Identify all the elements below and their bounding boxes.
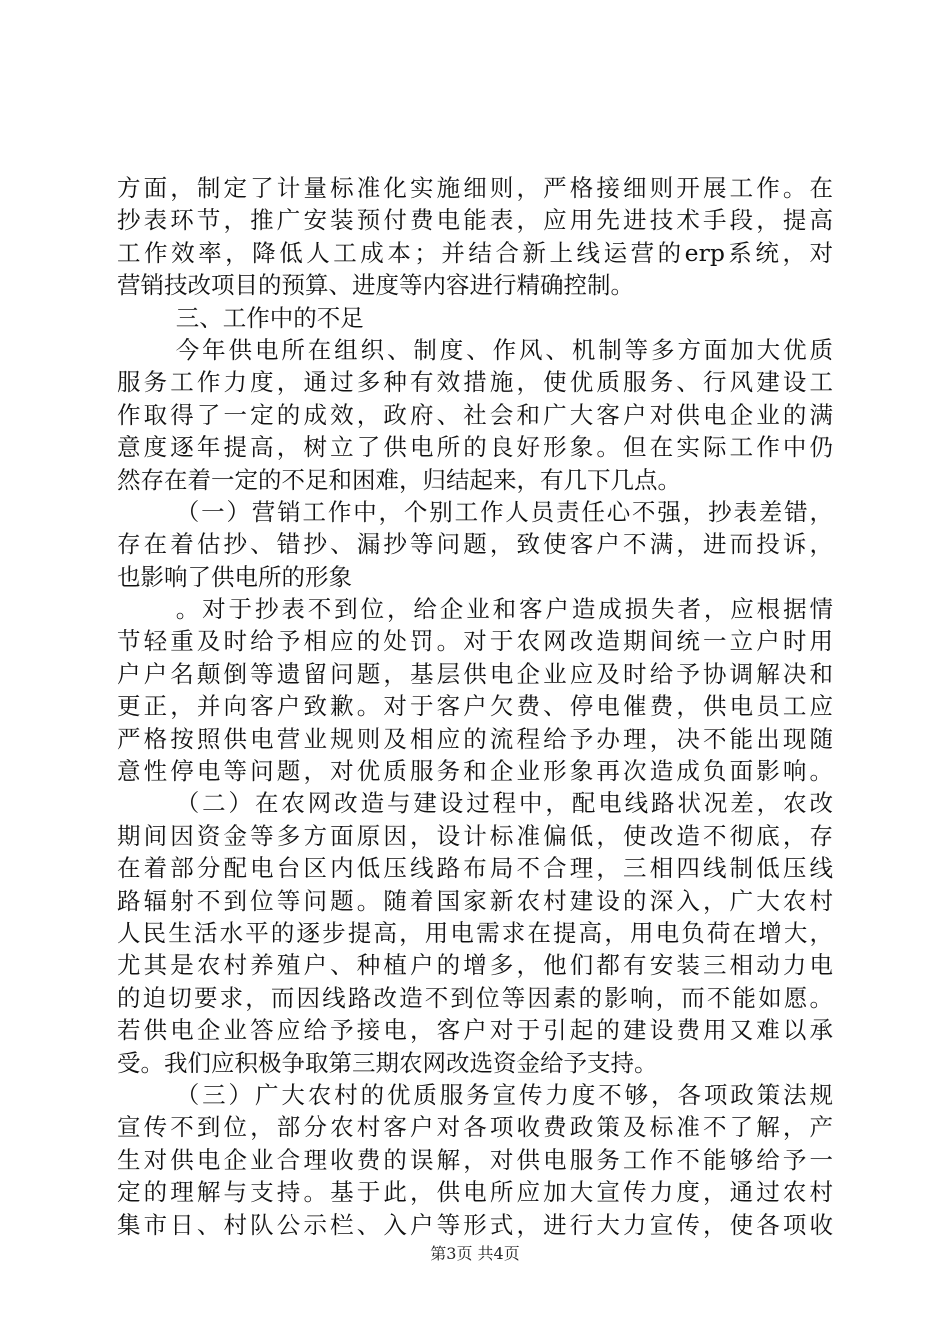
text-line: 今年供电所在组织、制度、作风、机制等多方面加大优质: [175, 335, 833, 364]
text-line: 生对供电企业合理收费的误解，对供电服务工作不能够给予一: [117, 1145, 833, 1174]
text-line: 宣传不到位，部分农村客户对各项收费政策及标准不了解，产: [117, 1113, 833, 1142]
text-line: 三、工作中的不足: [175, 303, 364, 332]
text-line: 集市日、村队公示栏、入户等形式，进行大力宣传，使各项收: [117, 1210, 833, 1239]
text-line: 期间因资金等多方面原因，设计标准偏低，使改造不彻底，存: [117, 821, 833, 850]
text-line: 节轻重及时给予相应的处罚。对于农网改造期间统一立户时用: [117, 627, 833, 656]
text-line: 路辐射不到位等问题。随着国家新农村建设的深入，广大农村: [117, 886, 833, 915]
text-line: 更正，并向客户致歉。对于客户欠费、停电催费，供电员工应: [117, 692, 833, 721]
text-line: 服务工作力度，通过多种有效措施，使优质服务、行风建设工: [117, 368, 833, 397]
text-line: （二）在农网改造与建设过程中，配电线路状况差，农改: [175, 789, 833, 818]
text-line: 然存在着一定的不足和困难，归结起来，有几下几点。: [117, 465, 681, 494]
page-footer: 第3页 共4页: [430, 1244, 520, 1263]
text-line: 若供电企业答应给予接电，客户对于引起的建设费用又难以承: [117, 1016, 833, 1045]
text-line: 的迫切要求，而因线路改造不到位等因素的影响，而不能如愿。: [117, 983, 833, 1012]
text-line: 工作效率，降低人工成本；并结合新上线运营的erp系统，对: [117, 238, 833, 267]
text-line: 严格按照供电营业规则及相应的流程给予办理，决不能出现随: [117, 724, 833, 753]
text-line: 营销技改项目的预算、进度等内容进行精确控制。: [117, 271, 634, 300]
text-line: （一）营销工作中，个别工作人员责任心不强，抄表差错，: [175, 497, 833, 526]
text-line: 也影响了供电所的形象: [117, 562, 352, 591]
text-line: （三）广大农村的优质服务宣传力度不够，各项政策法规: [175, 1080, 833, 1109]
body-text: [117, 172, 833, 1241]
text-line: 方面，制定了计量标准化实施细则，严格接细则开展工作。在: [117, 174, 833, 202]
text-line: 受。我们应积极争取第三期农网改选资金给予支持。: [117, 1048, 658, 1077]
text-line: 意度逐年提高，树立了供电所的良好形象。但在实际工作中仍: [117, 433, 833, 462]
text-line: 在着部分配电台区内低压线路布局不合理，三相四线制低压线: [117, 854, 833, 883]
text-line: 户户名颠倒等遗留问题，基层供电企业应及时给予协调解决和: [117, 659, 833, 688]
text-line: 意性停电等问题，对优质服务和企业形象再次造成负面影响。: [117, 757, 833, 786]
text-line: 作取得了一定的成效，政府、社会和广大客户对供电企业的满: [117, 400, 833, 429]
text-line: 存在着估抄、错抄、漏抄等问题，致使客户不满，进而投诉，: [117, 530, 833, 559]
text-line: 尤其是农村养殖户、种植户的增多，他们都有安装三相动力电: [117, 951, 833, 980]
text-line: 定的理解与支持。基于此，供电所应加大宣传力度，通过农村: [117, 1178, 833, 1207]
text-line: 。对于抄表不到位，给企业和客户造成损失者，应根据情: [175, 595, 833, 624]
text-line: 人民生活水平的逐步提高，用电需求在提高，用电负荷在增大，: [117, 918, 833, 947]
text-line: 抄表环节，推广安装预付费电能表，应用先进技术手段，提高: [117, 206, 833, 235]
